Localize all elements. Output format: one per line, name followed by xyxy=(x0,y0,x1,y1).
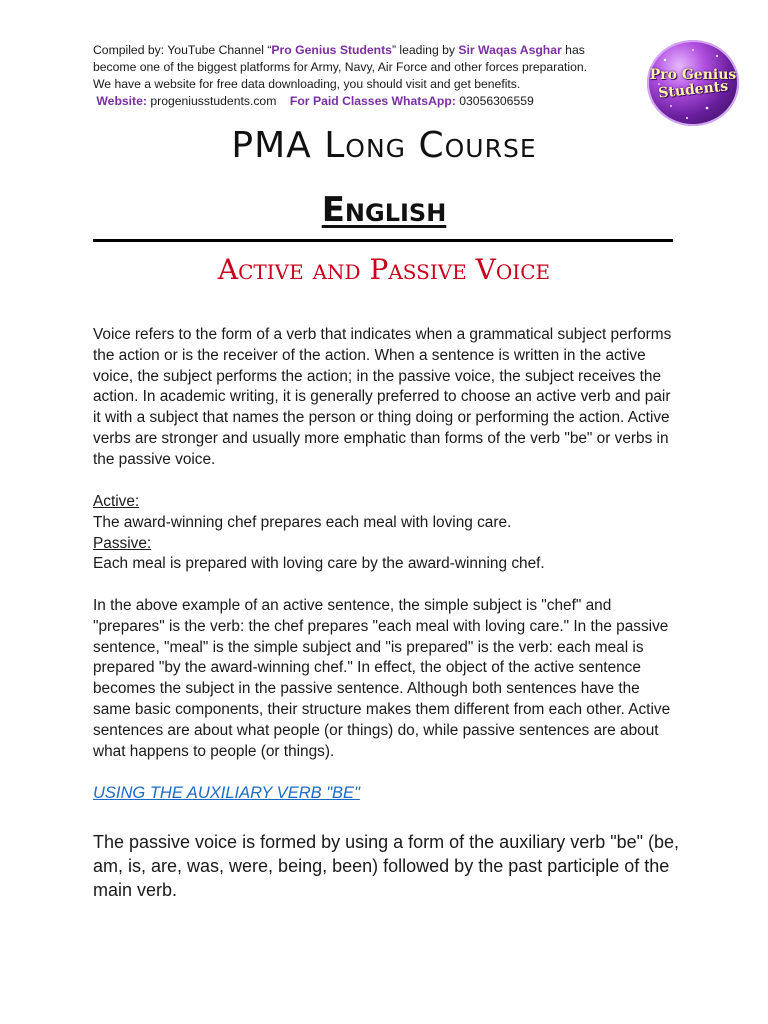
section-title: Active and Passive Voice xyxy=(217,253,551,286)
active-label: Active: xyxy=(93,493,140,510)
logo-line-1: Pro Genius xyxy=(649,67,737,83)
logo-text xyxy=(649,67,737,102)
explanation-paragraph: In the above example of an active sentence, the simple subject is "chef" and "prepares" is the verb: the chef prepares "each meal with loving care." In the passive sentence, "meal" is the simple subject and "is prepared" is the verb: each meal is prepared "by the award-winning chef." In effect, the object of the active sentence becomes the subject in the passive sentence. Although both sentences have the same basic components, their structure makes them different from each other. Active sentences are about what people (or things) do, while passive sentences are about what happens to people (or things). xyxy=(93,597,671,760)
header-line-4 xyxy=(93,93,638,110)
website-value[interactable]: progeniusstudents.com xyxy=(146,94,277,108)
auxiliary-verb-heading-link[interactable]: USING THE AUXILIARY VERB "BE" xyxy=(93,784,360,802)
channel-name: Pro Genius Students xyxy=(271,43,392,57)
header-line-2: become one of the biggest platforms for Army, Navy, Air Force and other forces preparation. xyxy=(93,60,588,74)
header-line-1 xyxy=(93,42,638,59)
logo-line-2: Students xyxy=(657,78,729,102)
active-sentence: The award-winning chef prepares each meal with loving care. xyxy=(93,513,512,531)
intro-paragraph: Voice refers to the form of a verb that indicates when a grammatical subject performs the action or is the receiver of the action. When a sentence is written in the active voice, the subject performs the action; in the passive voice, the subject receives the action. In academic writing, it is generally preferred to choose an active verb and pair it with a subject that names the person or thing doing or performing the action. Active verbs are stronger and usually more emphatic than forms of the verb "be" or verbs in the passive voice. xyxy=(93,326,672,468)
examples-block xyxy=(93,492,673,575)
passive-label: Passive: xyxy=(93,534,152,552)
header-middle-text: ” leading by xyxy=(391,43,459,57)
header-suffix-text: has xyxy=(561,43,585,57)
compiler-header xyxy=(93,42,638,110)
passive-definition-paragraph: The passive voice is formed by using a form of the auxiliary verb "be" (be, am, is, are, was, were, being, been) followed by the past participle of the main verb. xyxy=(93,832,680,900)
passive-sentence: Each meal is prepared with loving care by the award-winning chef. xyxy=(93,555,545,573)
header-prefix-text: Compiled by: YouTube Channel “ xyxy=(93,43,272,57)
author-name: Sir Waqas Asghar xyxy=(458,43,562,57)
whatsapp-number: 03056306559 xyxy=(455,94,534,108)
subject-title: English xyxy=(321,190,447,230)
title-divider xyxy=(93,239,673,242)
header-line-3: We have a website for free data downloading, you should visit and get benefits. xyxy=(93,77,521,91)
whatsapp-label: For Paid Classes WhatsApp: xyxy=(289,94,456,108)
document-title: PMA Long Course xyxy=(231,125,537,166)
pro-genius-students-logo xyxy=(647,40,739,126)
website-label: Website: xyxy=(96,94,147,108)
